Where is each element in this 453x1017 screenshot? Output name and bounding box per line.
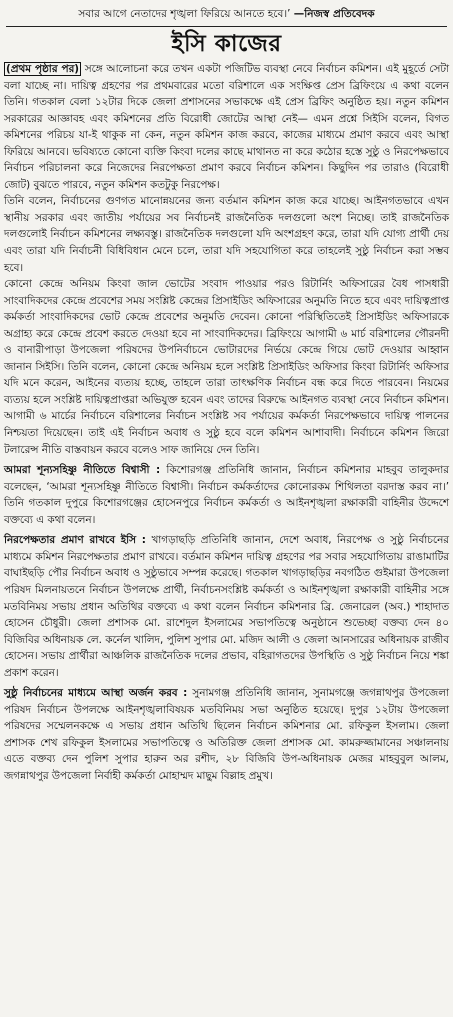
paragraph-text: সঙ্গে আলোচনা করে তখন একটা পজিটিভ ব্যবস্থা নেবে নির্বাচন কমিশন। এই মুহূর্তে সেটা বলা যাচ্ছে না। দায়িত্ব গ্রহণের পর প্রথমবারের মতো বরিশালে এক সংক্ষিপ্ত প্রেস ব্রিফিংয়ে এ কথা বলেন তিনি। গতকাল বেলা ১২টার দিকে জেলা প্রশাসনের সভাকক্ষে এই প্রেস ব্রিফিং অনুষ্ঠিত হয়। নতুন কমিশন সরকারের আজ্ঞাবহ এবং কমিশনের প্রতি বিরোধী জোটের আস্থা নেই— এমন প্রশ্নে সিইসি বলেন, বিগত কমিশনের পরিচয় যা-ই থাকুক না কেন, নতুন কমিশন কাজ করবে, কাজের মাধ্যমে প্রমাণ করবে এবং আস্থা ফিরিয়ে আনবে। ভবিষ্যতে কোনো ব্যক্তি কিংবা দলের কাছে মাথানত না করে কঠোর হস্তে সুষ্ঠু ও নিরপেক্ষভাবে নির্বাচন পরিচালনা করে নিজেদের নিরপেক্ষতা প্রমাণ করবে নির্বাচন কমিশন। কিছুদিন পর তারাও (বিরোধী জোট) বুঝতে পারবে, নতুন কমিশন কতটুকু নিরপেক্ষ। <box>4 63 450 191</box>
column-divider <box>6 26 447 27</box>
article-subsection <box>4 685 449 784</box>
subsection-text: কিশোরগঞ্জ প্রতিনিধি জানান, নির্বাচন কমিশনার মাহবুব তালুকদার বলেছেন, ‘আমরা শূন্যসহিষ্ণু নীতিতে বিশ্বাসী। নির্বাচন কর্মকর্তাদের কোনোরকম শিথিলতা বরদাস্ত করব না।’ তিনি গতকাল দুপুরে কিশোরগঞ্জের হোসেনপুরে নির্বাচন কর্মকর্তা ও আইনশৃঙ্খলা রক্ষাকারী বাহিনীর উদ্দেশে বক্তব্যে এ কথা বলেন। <box>4 464 449 526</box>
article-headline: ইসি কাজের <box>171 31 282 57</box>
article-subsection <box>4 532 449 681</box>
subsection-heading: সুষ্ঠু নির্বাচনের মাধ্যমে আস্থা অর্জন করব : <box>4 687 188 700</box>
jump-label: (প্রথম পৃষ্ঠার পর) <box>6 63 80 75</box>
article-paragraph <box>4 61 449 193</box>
previous-article-text: সবার আগে নেতাদের শৃঙ্খলা ফিরিয়ে আনতে হবে।’ <box>78 8 291 20</box>
subsection-heading: নিরপেক্ষতার প্রমাণ রাখবে ইসি : <box>4 534 146 547</box>
article-body <box>4 61 449 785</box>
subsection-text: খাগড়াছড়ি প্রতিনিধি জানান, দেশে অবাধ, নিরপেক্ষ ও সুষ্ঠু নির্বাচনের মাধ্যমে কমিশন নিরপেক্ষতার প্রমাণ রাখবে। বর্তমান কমিশন দায়িত্ব গ্রহণের পর সবার সহযোগিতায় রাঙামাটির বাঘাইছড়ি পৌর নির্বাচন অবাধ ও সুষ্ঠুভাবে সম্পন্ন করেছে। গতকাল খাগড়াছড়ির নবগঠিত গুইমারা উপজেলা পরিষদ মিলনায়তনে নির্বাচন উপলক্ষে প্রার্থী, নির্বাচনসংশ্লিষ্ট কর্মকর্তা ও আইনশৃঙ্খলা রক্ষাকারী বাহিনীর সঙ্গে মতবিনিময় সভায় প্রধান অতিথির বক্তব্যে এ কথা বলেন নির্বাচন কমিশনার ব্রি. জেনারেল (অব.) শাহাদাত হোসেন চৌধুরী। জেলা প্রশাসক মো. রাশেদুল ইসলামের সভাপতিত্বে অনুষ্ঠানে শুভেচ্ছা বক্তব্য দেন ৪০ বিজিবির অধিনায়ক লে. কর্নেল খালিদ, পুলিশ সুপার মো. মজিদ আলী ও জেলা আনসারের অধিনায়ক রাজীব হোসেন। সভায় প্রার্থীরা আঞ্চলিক রাজনৈতিক দলের প্রভাব, বহিরাগতদের উপস্থিতি ও সুষ্ঠু নির্বাচন নিয়ে শঙ্কা প্রকাশ করেন। <box>4 534 449 679</box>
subsection-heading: আমরা শূন্যসহিষ্ণু নীতিতে বিশ্বাসী : <box>4 464 161 477</box>
article-paragraph: তিনি বলেন, নির্বাচনের গুণগত মানোন্নয়নের জন্য বর্তমান কমিশন কাজ করে যাচ্ছে। আইনগতভাবে এখন স্থানীয় সরকার এবং জাতীয় পর্যায়ের সব নির্বাচনই রাজনৈতিক দলগুলো অংশ নিচ্ছে। তাই রাজনৈতিক দলগুলোই নির্বাচন কমিশনের লক্ষ্যবস্তু। রাজনৈতিক দলগুলো যদি অংশগ্রহণ করে, তারা যদি যোগ্য প্রার্থী দেয় এবং তারা যদি নির্বাচনী বিধিবিধান মেনে চলে, তারা যদি সহযোগিতা করে তাহলেই সুষ্ঠু নির্বাচন করা সম্ভব হবে। <box>4 195 449 274</box>
subsection-text: সুনামগঞ্জ প্রতিনিধি জানান, সুনামগঞ্জে জগন্নাথপুর উপজেলা পরিষদ নির্বাচন উপলক্ষে আইনশৃঙ্খলাবিষয়ক মতবিনিময় সভা অনুষ্ঠিত হয়েছে। দুপুর ১২টায় উপজেলা পরিষদের সম্মেলনকক্ষে এ সভায় প্রধান অতিথি ছিলেন নির্বাচন কমিশনার মো. রফিকুল ইসলাম। জেলা প্রশাসক শেখ রফিকুল ইসলামের সভাপতিত্বে ও অতিরিক্ত জেলা প্রশাসক মো. কামরুজ্জামানের সঞ্চালনায় এতে বক্তব্য দেন পুলিশ সুপার হারুন অর রশীদ, ২৮ বিজিবি উপ-অধিনায়ক মেজর মাহবুবুল আলম, জগন্নাথপুর উপজেলা নির্বাহী কর্মকর্তা মোহাম্মদ মাছুম বিল্লাহ প্রমুখ। <box>4 687 449 782</box>
article-paragraph: কোনো কেন্দ্রে অনিয়ম কিংবা জাল ভোটের সংবাদ পাওয়ার পরও রিটার্নিং অফিসারের বৈধ পাসধারী সাংবাদিকদের কেন্দ্রে প্রবেশের সময় সংশ্লিষ্ট কেন্দ্রের প্রিসাইডিং অফিসারের অনুমতি নিতে হবে এবং দায়িত্বপ্রাপ্ত কর্মকর্তা সাংবাদিকদের ভোট কেন্দ্রে প্রবেশের অনুমতি দেবেন। কোনো পরিস্থিতিতেই প্রিসাইডিং অফিসারকে অগ্রাহ্য করে কেন্দ্রে প্রবেশ করতে দেওয়া হবে না সাংবাদিকদের। ব্রিফিংয়ে আগামী ৬ মার্চ বরিশালের গৌরনদী ও বানারীপাড়া উপজেলা পরিষদের উপনির্বাচনে ভোটারদের নির্ভয়ে কেন্দ্রে গিয়ে ভোট দেওয়ার আহ্বান জানান সিইসি। তিনি বলেন, কোনো কেন্দ্রে অনিয়ম হলে সংশ্লিষ্ট প্রিসাইডিং অফিসার কিংবা রিটার্নিং অফিসার যদি মনে করেন, আইনের ব্যত্যয় হচ্ছে, তাহলে তারা তাৎক্ষণিক নির্বাচন বন্ধ করে দিতে পারবেন। নিয়মের ব্যত্যয় হলে সংশ্লিষ্ট দায়িত্বপ্রাপ্তরা অভিযুক্ত হবেন এবং তাদের বিরুদ্ধে আইনগত ব্যবস্থা নেবে নির্বাচন কমিশন। আগামী ৬ মার্চের নির্বাচনে বরিশালের নির্বাচন সংশ্লিষ্ট সব পর্যায়ের কর্মকর্তা নিরপেক্ষভাবে দায়িত্ব পালনের নিশ্চয়তা দিয়েছেন। তাই এই নির্বাচন অবাধ ও সুষ্ঠু হবে বলে কমিশন আশাবাদী। নির্বাচনে কমিশন জিরো টলারেন্স নীতি বাস্তবায়ন করবে বলেও সাফ জানিয়ে দেন তিনি। <box>4 278 449 456</box>
previous-article-byline: —নিজস্ব প্রতিবেদক <box>293 8 375 20</box>
article-subsection <box>4 462 449 528</box>
previous-article-ending <box>4 0 449 24</box>
